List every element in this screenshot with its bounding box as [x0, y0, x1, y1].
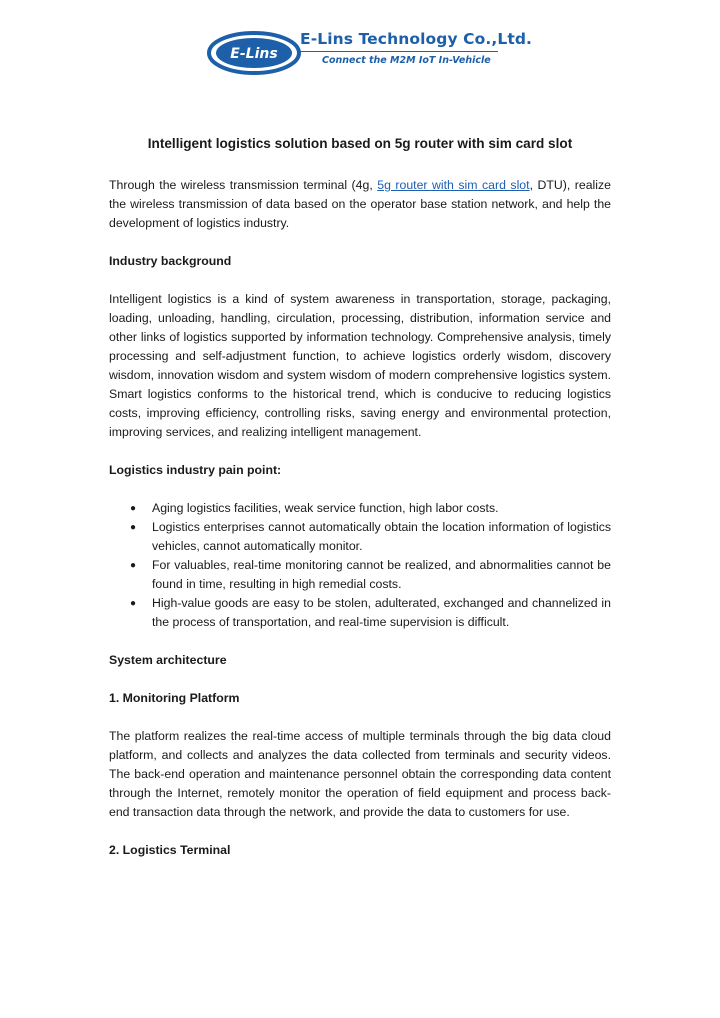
document-body: [109, 134, 611, 860]
pain-point-text: High-value goods are easy to be stolen, adulterated, exchanged and channelized in the process of transportation, and real-time supervision is difficult.: [152, 596, 611, 629]
logo-wordmark: E-Lins: [230, 46, 278, 62]
intro-text-after-link: , DTU), realize the wireless transmission of data based on the operator base station network, and help the development of logistics industry.: [109, 178, 611, 230]
pain-points-list: [109, 499, 611, 632]
list-item: [130, 594, 611, 632]
bullet-icon: ●: [130, 560, 137, 571]
logo-emblem-icon: [206, 28, 306, 78]
intro-text-before-link: Through the wireless transmission terminal (4g,: [109, 178, 378, 192]
pain-point-text: Aging logistics facilities, weak service function, high labor costs.: [152, 501, 499, 515]
bullet-icon: ●: [130, 522, 137, 533]
logistics-terminal-heading: 2. Logistics Terminal: [109, 843, 231, 857]
pain-point-text: For valuables, real-time monitoring cannot be realized, and abnormalities cannot be found in time, resulting in high remedial costs.: [152, 558, 611, 591]
system-architecture-heading: System architecture: [109, 653, 227, 667]
monitoring-platform-heading: 1. Monitoring Platform: [109, 691, 240, 705]
document-title: Intelligent logistics solution based on 5g router with sim card slot: [147, 136, 573, 151]
list-item: [130, 518, 611, 556]
bullet-icon: ●: [130, 598, 137, 609]
logo-divider: [300, 51, 498, 52]
product-link[interactable]: 5g router with sim card slot: [377, 178, 530, 192]
industry-background-heading: Industry background: [109, 254, 232, 268]
intro-paragraph: [109, 176, 611, 233]
company-name: E-Lins Technology Co.,Ltd.: [300, 30, 533, 48]
company-tagline: Connect the M2M IoT In-Vehicle: [322, 55, 491, 66]
pain-point-text: Logistics enterprises cannot automatically obtain the location information of logistics vehicles, cannot automatically monitor.: [152, 520, 611, 553]
monitoring-platform-paragraph: The platform realizes the real-time access of multiple terminals through the big data cloud platform, and collects and analyzes the data collected from terminals and security videos. The back-end operation and maintenance personnel obtain the corresponding data content through the Internet, remotely monitor the operation of field equipment and process back-end transaction data through the network, and provide the data to customers for use.: [109, 729, 611, 819]
list-item: [130, 556, 611, 594]
pain-points-heading: Logistics industry pain point:: [109, 463, 282, 477]
list-item: [130, 499, 611, 518]
industry-background-paragraph: Intelligent logistics is a kind of system awareness in transportation, storage, packaging, loading, unloading, handling, circulation, processing, distribution, information service and other links of logistics supported by information technology. Comprehensive analysis, timely processing and self-adjustment function, to achieve logistics orderly wisdom, discovery wisdom, innovation wisdom and system wisdom of modern comprehensive logistics system. Smart logistics conforms to the historical trend, which is conducive to reducing logistics costs, improving efficiency, controlling risks, saving energy and environmental protection, improving services, and realizing intelligent management.: [109, 292, 611, 439]
bullet-icon: ●: [130, 503, 137, 514]
